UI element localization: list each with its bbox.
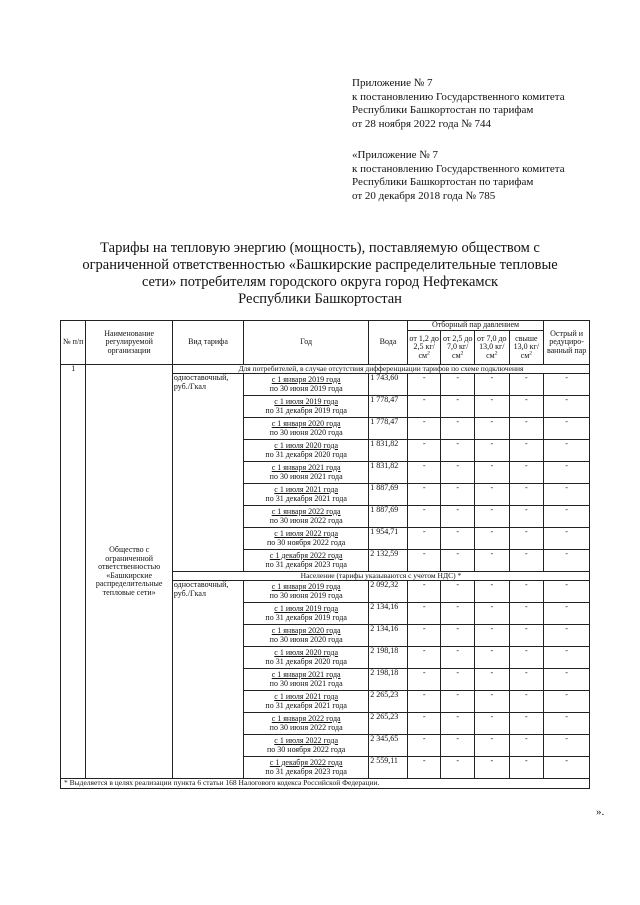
original-appendix-line: Республики Башкортостан по тарифам xyxy=(352,176,534,188)
empty-value-dash: - xyxy=(441,581,475,603)
empty-value-dash: - xyxy=(407,735,441,757)
title-line: Республики Башкортостан xyxy=(238,291,402,307)
period-end: по 30 июня 2020 года xyxy=(269,427,343,437)
title-line: Тарифы на тепловую энергию (мощность), поставляемую обществом с xyxy=(100,240,540,256)
header-steam-group: Отборный пар давлением xyxy=(407,321,543,331)
empty-value-dash: - xyxy=(475,713,510,735)
empty-value-dash: - xyxy=(475,603,510,625)
period-end: по 30 июня 2021 года xyxy=(269,471,343,481)
empty-value-dash: - xyxy=(407,669,441,691)
empty-value-dash: - xyxy=(544,374,590,396)
period-start: с 1 января 2022 года xyxy=(271,714,341,723)
empty-value-dash: - xyxy=(475,528,510,550)
header-pressure-2: от 2,5 до 7,0 $кг/см^2$ xyxy=(441,331,475,365)
period-end: по 30 июня 2022 года xyxy=(269,722,343,732)
period-end: по 30 июня 2022 года xyxy=(269,515,343,525)
empty-value-dash: - xyxy=(475,647,510,669)
period-cell xyxy=(244,506,369,528)
period-cell xyxy=(244,603,369,625)
period-start: с 1 июля 2021 года xyxy=(274,485,339,494)
closing-mark: ». xyxy=(596,806,605,818)
header-sharp-steam: Острый и редуциро-ванный пар xyxy=(544,321,590,365)
empty-value-dash: - xyxy=(441,550,475,572)
empty-value-dash: - xyxy=(544,757,590,779)
empty-value-dash: - xyxy=(475,669,510,691)
title-line: сети» потребителям городского округа город Нефтекамск xyxy=(141,274,499,290)
header-water: Вода xyxy=(369,321,408,365)
period-end: по 30 июня 2019 года xyxy=(269,590,343,600)
period-cell xyxy=(244,550,369,572)
empty-value-dash: - xyxy=(441,506,475,528)
empty-value-dash: - xyxy=(509,506,544,528)
period-cell xyxy=(244,462,369,484)
header-pressure-1: от 1,2 до 2,5 $кг/см^2$ xyxy=(407,331,441,365)
empty-value-dash: - xyxy=(509,550,544,572)
period-start: с 1 января 2020 года xyxy=(271,626,341,635)
water-tariff-value: 2 265,23 xyxy=(369,691,408,713)
empty-value-dash: - xyxy=(407,713,441,735)
period-cell xyxy=(244,374,369,396)
empty-value-dash: - xyxy=(509,440,544,462)
water-tariff-value: 1 887,69 xyxy=(369,506,408,528)
appendix-line: Республики Башкортостан по тарифам xyxy=(352,104,534,116)
period-start: с 1 июля 2020 года xyxy=(274,648,339,657)
empty-value-dash: - xyxy=(544,647,590,669)
empty-value-dash: - xyxy=(441,462,475,484)
empty-value-dash: - xyxy=(407,757,441,779)
period-end: по 31 декабря 2019 года xyxy=(265,405,347,415)
period-start: с 1 января 2019 года xyxy=(271,375,341,384)
empty-value-dash: - xyxy=(441,691,475,713)
period-start: с 1 января 2021 года xyxy=(271,670,341,679)
empty-value-dash: - xyxy=(544,506,590,528)
original-appendix-line: от 20 декабря 2018 года № 785 xyxy=(352,189,496,202)
empty-value-dash: - xyxy=(407,462,441,484)
period-cell xyxy=(244,735,369,757)
water-tariff-value: 2 559,11 xyxy=(369,757,408,779)
period-cell xyxy=(244,625,369,647)
period-cell xyxy=(244,647,369,669)
period-end: по 30 ноября 2022 года xyxy=(267,537,346,547)
empty-value-dash: - xyxy=(509,374,544,396)
tariff-kind: одноставочный, руб./Гкал xyxy=(172,374,243,572)
empty-value-dash: - xyxy=(509,757,544,779)
empty-value-dash: - xyxy=(544,462,590,484)
period-start: с 1 июля 2022 года xyxy=(274,736,339,745)
header-tariff-kind: Вид тарифа xyxy=(172,321,243,365)
period-cell xyxy=(244,440,369,462)
empty-value-dash: - xyxy=(544,550,590,572)
period-cell xyxy=(244,669,369,691)
empty-value-dash: - xyxy=(407,625,441,647)
empty-value-dash: - xyxy=(544,735,590,757)
empty-value-dash: - xyxy=(509,396,544,418)
empty-value-dash: - xyxy=(544,691,590,713)
empty-value-dash: - xyxy=(544,625,590,647)
section-title: Население (тарифы указываются с учетом НДС) * xyxy=(172,572,589,581)
period-end: по 31 декабря 2019 года xyxy=(265,612,347,622)
empty-value-dash: - xyxy=(441,669,475,691)
appendix-line: к постановлению Государственного комитета xyxy=(352,90,565,103)
empty-value-dash: - xyxy=(509,528,544,550)
period-end: по 31 декабря 2021 года xyxy=(265,493,347,503)
water-tariff-value: 2 134,16 xyxy=(369,625,408,647)
section-title: Для потребителей, в случае отсутствия дифференциации тарифов по схеме подключения xyxy=(172,365,589,374)
empty-value-dash: - xyxy=(509,713,544,735)
empty-value-dash: - xyxy=(441,418,475,440)
empty-value-dash: - xyxy=(475,462,510,484)
tariff-kind: одноставочный, руб./Гкал xyxy=(172,581,243,779)
water-tariff-value: 2 265,23 xyxy=(369,713,408,735)
period-cell xyxy=(244,757,369,779)
water-tariff-value: 2 345,65 xyxy=(369,735,408,757)
water-tariff-value: 1 954,71 xyxy=(369,528,408,550)
empty-value-dash: - xyxy=(509,647,544,669)
empty-value-dash: - xyxy=(544,396,590,418)
period-cell xyxy=(244,713,369,735)
water-tariff-value: 2 092,32 xyxy=(369,581,408,603)
empty-value-dash: - xyxy=(509,735,544,757)
header-num: № п/п xyxy=(61,321,86,365)
period-start: с 1 января 2019 года xyxy=(271,582,341,591)
original-appendix-header xyxy=(352,149,632,203)
appendix-line: Приложение № 7 xyxy=(352,77,433,89)
empty-value-dash: - xyxy=(441,757,475,779)
period-cell xyxy=(244,418,369,440)
empty-value-dash: - xyxy=(407,374,441,396)
header-pressure-3: от 7,0 до 13,0 $кг/см^2$ xyxy=(475,331,510,365)
empty-value-dash: - xyxy=(475,550,510,572)
title-line: ограниченной ответственностью «Башкирские распределительные тепловые xyxy=(82,257,558,273)
empty-value-dash: - xyxy=(407,528,441,550)
original-appendix-line: «Приложение № 7 xyxy=(352,149,439,161)
period-start: с 1 июля 2020 года xyxy=(274,441,339,450)
period-end: по 31 декабря 2023 года xyxy=(265,559,347,569)
empty-value-dash: - xyxy=(509,603,544,625)
water-tariff-value: 1 778,47 xyxy=(369,396,408,418)
header-pressure-4: свыше 13,0 $кг/см^2$ xyxy=(509,331,544,365)
period-end: по 30 июня 2021 года xyxy=(269,678,343,688)
period-start: с 1 декабря 2022 года xyxy=(269,758,343,767)
empty-value-dash: - xyxy=(509,625,544,647)
empty-value-dash: - xyxy=(441,374,475,396)
original-appendix-line: к постановлению Государственного комитета xyxy=(352,162,565,175)
empty-value-dash: - xyxy=(407,418,441,440)
empty-value-dash: - xyxy=(544,484,590,506)
empty-value-dash: - xyxy=(407,581,441,603)
empty-value-dash: - xyxy=(407,647,441,669)
row-number: 1 xyxy=(61,365,86,779)
empty-value-dash: - xyxy=(509,691,544,713)
empty-value-dash: - xyxy=(544,603,590,625)
period-cell xyxy=(244,396,369,418)
empty-value-dash: - xyxy=(475,396,510,418)
period-end: по 31 декабря 2020 года xyxy=(265,449,347,459)
document-title xyxy=(60,240,580,308)
empty-value-dash: - xyxy=(509,418,544,440)
empty-value-dash: - xyxy=(544,440,590,462)
water-tariff-value: 2 132,59 xyxy=(369,550,408,572)
empty-value-dash: - xyxy=(407,506,441,528)
empty-value-dash: - xyxy=(475,757,510,779)
empty-value-dash: - xyxy=(544,418,590,440)
empty-value-dash: - xyxy=(441,440,475,462)
empty-value-dash: - xyxy=(475,440,510,462)
period-end: по 30 ноября 2022 года xyxy=(267,744,346,754)
header-organization: Наименование регулируемой организации xyxy=(86,321,172,365)
period-start: с 1 июля 2021 года xyxy=(274,692,339,701)
period-start: с 1 января 2022 года xyxy=(271,507,341,516)
empty-value-dash: - xyxy=(441,528,475,550)
empty-value-dash: - xyxy=(544,713,590,735)
period-cell xyxy=(244,528,369,550)
appendix-header xyxy=(352,77,632,131)
organization-name: Общество с ограниченной ответственностью «Башкирские распределительные тепловые сети» xyxy=(86,365,172,779)
empty-value-dash: - xyxy=(407,440,441,462)
empty-value-dash: - xyxy=(475,418,510,440)
period-end: по 31 декабря 2020 года xyxy=(265,656,347,666)
empty-value-dash: - xyxy=(407,603,441,625)
empty-value-dash: - xyxy=(407,550,441,572)
empty-value-dash: - xyxy=(509,484,544,506)
footnote: * Выделяется в целях реализации пункта 6 статьи 168 Налогового кодекса Российской Федерации. xyxy=(61,779,590,789)
period-start: с 1 декабря 2022 года xyxy=(269,551,343,560)
period-start: с 1 января 2021 года xyxy=(271,463,341,472)
period-start: с 1 июля 2022 года xyxy=(274,529,339,538)
empty-value-dash: - xyxy=(475,625,510,647)
empty-value-dash: - xyxy=(407,484,441,506)
period-cell xyxy=(244,691,369,713)
empty-value-dash: - xyxy=(475,374,510,396)
empty-value-dash: - xyxy=(509,669,544,691)
empty-value-dash: - xyxy=(475,735,510,757)
empty-value-dash: - xyxy=(441,603,475,625)
period-cell xyxy=(244,484,369,506)
tariff-table-body xyxy=(61,365,590,789)
water-tariff-value: 1 831,82 xyxy=(369,462,408,484)
empty-value-dash: - xyxy=(544,528,590,550)
empty-value-dash: - xyxy=(407,396,441,418)
header-year: Год xyxy=(244,321,369,365)
period-start: с 1 июля 2019 года xyxy=(274,397,339,406)
empty-value-dash: - xyxy=(407,691,441,713)
water-tariff-value: 2 198,18 xyxy=(369,669,408,691)
period-start: с 1 июля 2019 года xyxy=(274,604,339,613)
empty-value-dash: - xyxy=(441,713,475,735)
empty-value-dash: - xyxy=(475,484,510,506)
period-end: по 30 июня 2020 года xyxy=(269,634,343,644)
empty-value-dash: - xyxy=(544,581,590,603)
empty-value-dash: - xyxy=(441,735,475,757)
water-tariff-value: 1 887,69 xyxy=(369,484,408,506)
empty-value-dash: - xyxy=(441,647,475,669)
period-end: по 31 декабря 2021 года xyxy=(265,700,347,710)
water-tariff-value: 1 831,82 xyxy=(369,440,408,462)
tariff-table xyxy=(60,320,590,789)
empty-value-dash: - xyxy=(441,625,475,647)
empty-value-dash: - xyxy=(509,462,544,484)
water-tariff-value: 2 134,16 xyxy=(369,603,408,625)
empty-value-dash: - xyxy=(441,484,475,506)
period-end: по 31 декабря 2023 года xyxy=(265,766,347,776)
empty-value-dash: - xyxy=(509,581,544,603)
water-tariff-value: 2 198,18 xyxy=(369,647,408,669)
appendix-line: от 28 ноября 2022 года № 744 xyxy=(352,117,491,130)
period-end: по 30 июня 2019 года xyxy=(269,383,343,393)
period-cell xyxy=(244,581,369,603)
empty-value-dash: - xyxy=(475,581,510,603)
period-start: с 1 января 2020 года xyxy=(271,419,341,428)
empty-value-dash: - xyxy=(475,691,510,713)
water-tariff-value: 1 778,47 xyxy=(369,418,408,440)
water-tariff-value: 1 743,60 xyxy=(369,374,408,396)
empty-value-dash: - xyxy=(441,396,475,418)
empty-value-dash: - xyxy=(475,506,510,528)
empty-value-dash: - xyxy=(544,669,590,691)
